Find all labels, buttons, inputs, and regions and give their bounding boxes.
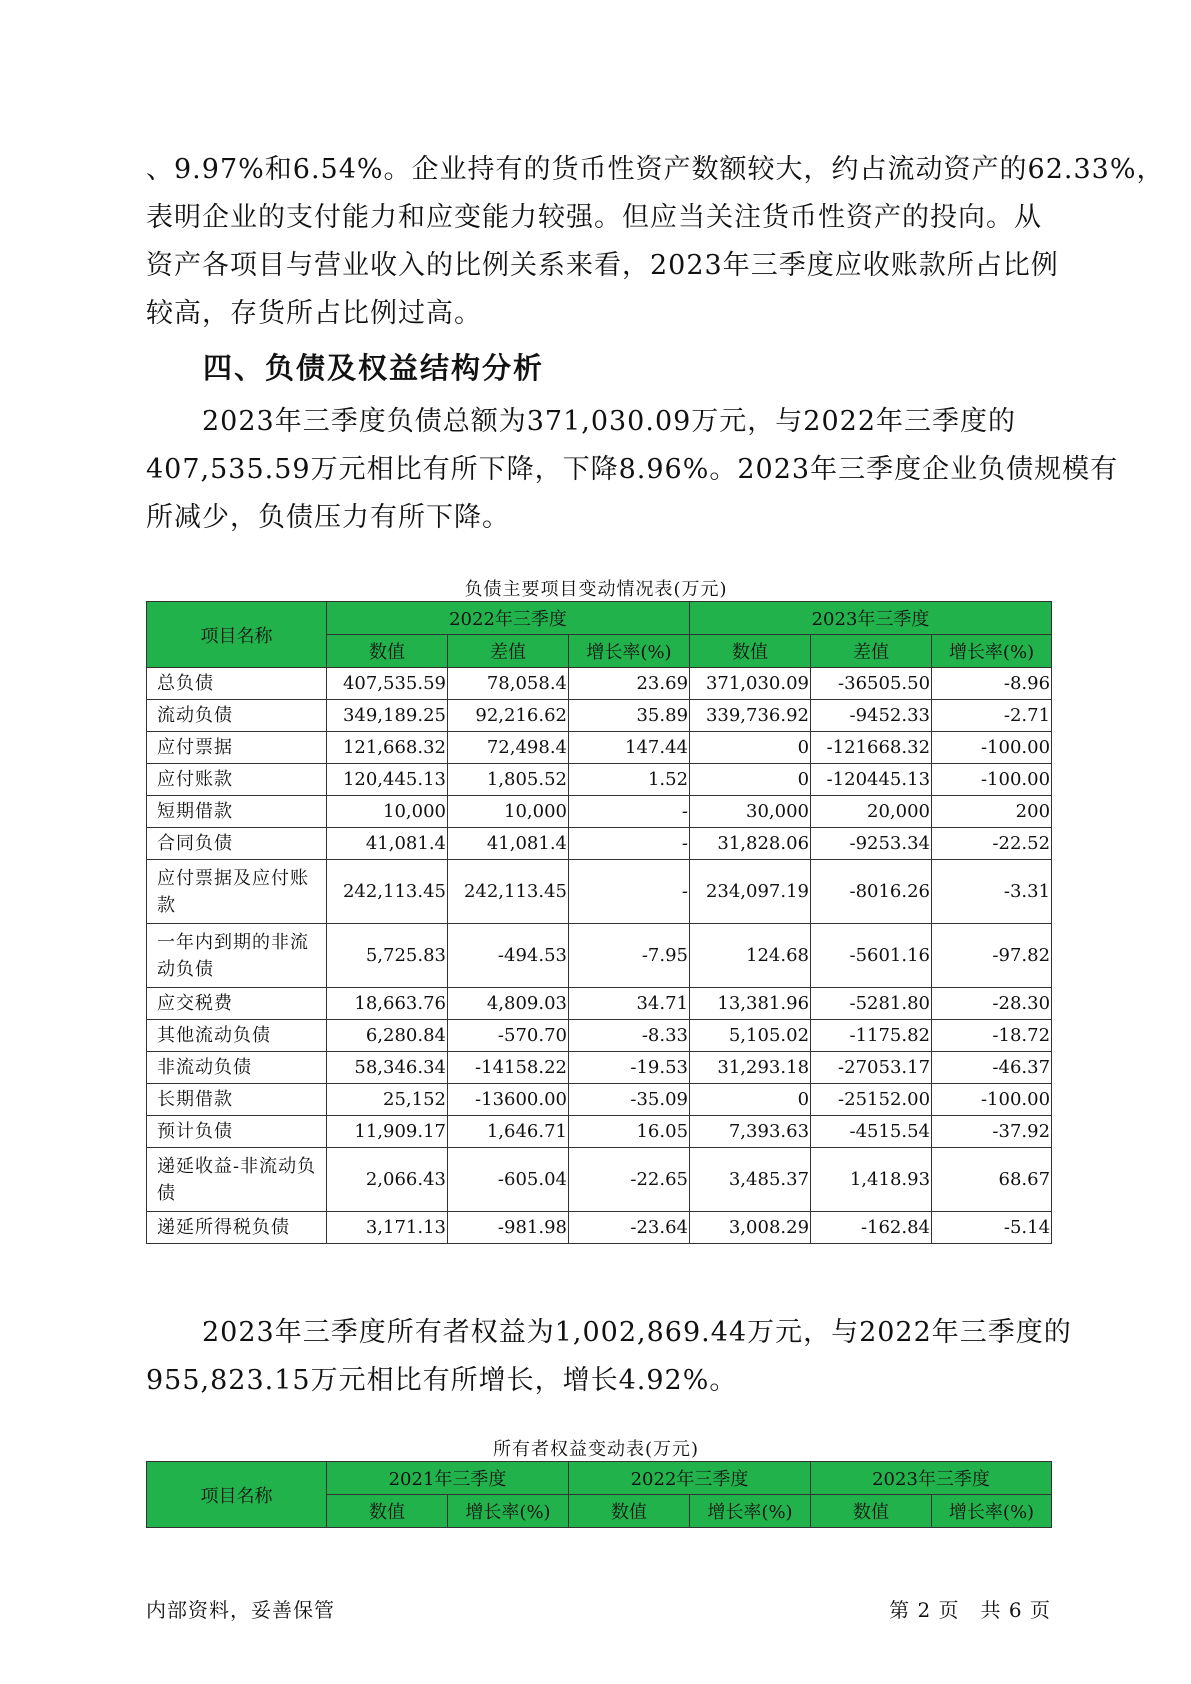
period-header: 2023年三季度 xyxy=(811,1462,1052,1495)
row-label: 递延收益-非流动负债 xyxy=(147,1148,327,1212)
table-row xyxy=(147,860,1052,924)
row-label: 应交税费 xyxy=(147,988,327,1020)
table-cell-v1: 6,280.84 xyxy=(327,1020,448,1052)
table-cell-v2: 3,008.29 xyxy=(690,1212,811,1244)
table-cell-g2: -2.71 xyxy=(932,700,1052,732)
column-header: 差值 xyxy=(811,635,932,668)
table-cell-d2: 1,418.93 xyxy=(811,1148,932,1212)
table-cell-g1: -35.09 xyxy=(569,1084,690,1116)
row-label: 长期借款 xyxy=(147,1084,327,1116)
table-cell-d1: -13600.00 xyxy=(448,1084,569,1116)
liability-table-body xyxy=(147,668,1052,1244)
table-row xyxy=(147,828,1052,860)
table-cell-g1: 1.52 xyxy=(569,764,690,796)
table-cell-d1: 1,805.52 xyxy=(448,764,569,796)
table-cell-v1: 3,171.13 xyxy=(327,1212,448,1244)
row-label: 一年内到期的非流动负债 xyxy=(147,924,327,988)
table-cell-v1: 349,189.25 xyxy=(327,700,448,732)
table-cell-g1: -19.53 xyxy=(569,1052,690,1084)
table-row xyxy=(147,764,1052,796)
liability-table xyxy=(146,601,1052,1244)
table-cell-d2: -5601.16 xyxy=(811,924,932,988)
row-label: 应付票据及应付账款 xyxy=(147,860,327,924)
name-header: 项目名称 xyxy=(147,602,327,668)
table-cell-g2: -100.00 xyxy=(932,732,1052,764)
table-cell-g1: - xyxy=(569,828,690,860)
table-cell-d1: 10,000 xyxy=(448,796,569,828)
table-row xyxy=(147,1148,1052,1212)
table-cell-v1: 2,066.43 xyxy=(327,1148,448,1212)
table-row xyxy=(147,1084,1052,1116)
table-cell-v2: 31,293.18 xyxy=(690,1052,811,1084)
row-label: 其他流动负债 xyxy=(147,1020,327,1052)
row-label: 应付票据 xyxy=(147,732,327,764)
table-cell-v1: 407,535.59 xyxy=(327,668,448,700)
table-cell-g1: - xyxy=(569,796,690,828)
table-cell-g2: -97.82 xyxy=(932,924,1052,988)
column-header: 增长率(%) xyxy=(932,1495,1052,1528)
equity-table xyxy=(146,1461,1052,1528)
table-row xyxy=(147,924,1052,988)
intro-line: 较高，存货所占比例过高。 xyxy=(146,298,482,329)
table-cell-g2: -37.92 xyxy=(932,1116,1052,1148)
table-cell-d1: -570.70 xyxy=(448,1020,569,1052)
period-header: 2022年三季度 xyxy=(327,602,690,635)
table-cell-v2: 31,828.06 xyxy=(690,828,811,860)
table-cell-v1: 242,113.45 xyxy=(327,860,448,924)
table-cell-v2: 234,097.19 xyxy=(690,860,811,924)
intro-line: 资产各项目与营业收入的比例关系来看，2023年三季度应收账款所占比例 xyxy=(146,250,1059,281)
table-cell-g1: -22.65 xyxy=(569,1148,690,1212)
column-header: 数值 xyxy=(690,635,811,668)
table-cell-d1: -605.04 xyxy=(448,1148,569,1212)
table-cell-d1: 4,809.03 xyxy=(448,988,569,1020)
row-label: 总负债 xyxy=(147,668,327,700)
table-cell-v1: 58,346.34 xyxy=(327,1052,448,1084)
table-cell-g2: 68.67 xyxy=(932,1148,1052,1212)
table-cell-d1: 242,113.45 xyxy=(448,860,569,924)
column-header: 数值 xyxy=(569,1495,690,1528)
period-header: 2023年三季度 xyxy=(690,602,1052,635)
table-row xyxy=(147,988,1052,1020)
section-title: 四、负债及权益结构分析 xyxy=(203,351,545,385)
table-cell-g1: 147.44 xyxy=(569,732,690,764)
table-cell-v1: 121,668.32 xyxy=(327,732,448,764)
equity-paragraph xyxy=(146,1309,1072,1405)
liability-paragraph xyxy=(146,398,1119,542)
column-header: 数值 xyxy=(327,635,448,668)
table-cell-g2: -100.00 xyxy=(932,764,1052,796)
table-cell-g2: -28.30 xyxy=(932,988,1052,1020)
table-cell-v2: 339,736.92 xyxy=(690,700,811,732)
row-label: 流动负债 xyxy=(147,700,327,732)
table-cell-g2: -18.72 xyxy=(932,1020,1052,1052)
table-cell-d2: -1175.82 xyxy=(811,1020,932,1052)
table-cell-d2: -121668.32 xyxy=(811,732,932,764)
liability-line: 所减少，负债压力有所下降。 xyxy=(146,502,510,533)
table-cell-g2: -100.00 xyxy=(932,1084,1052,1116)
table-cell-d1: -494.53 xyxy=(448,924,569,988)
column-header: 增长率(%) xyxy=(690,1495,811,1528)
table-cell-g2: -46.37 xyxy=(932,1052,1052,1084)
liability-line: 407,535.59万元相比有所下降，下降8.96%。2023年三季度企业负债规模有 xyxy=(146,454,1119,485)
table-cell-g2: -3.31 xyxy=(932,860,1052,924)
table-cell-g2: 200 xyxy=(932,796,1052,828)
column-header: 数值 xyxy=(811,1495,932,1528)
footer-left: 内部资料，妥善保管 xyxy=(146,1598,335,1622)
period-header: 2022年三季度 xyxy=(569,1462,811,1495)
table-cell-d2: 20,000 xyxy=(811,796,932,828)
row-label: 应付账款 xyxy=(147,764,327,796)
table-cell-g1: 23.69 xyxy=(569,668,690,700)
table-cell-d2: -27053.17 xyxy=(811,1052,932,1084)
table-cell-v1: 11,909.17 xyxy=(327,1116,448,1148)
row-label: 递延所得税负债 xyxy=(147,1212,327,1244)
name-header: 项目名称 xyxy=(147,1462,327,1528)
table-cell-v1: 41,081.4 xyxy=(327,828,448,860)
row-label: 预计负债 xyxy=(147,1116,327,1148)
liability-line: 2023年三季度负债总额为371,030.09万元，与2022年三季度的 xyxy=(146,406,1017,437)
table-cell-d1: 78,058.4 xyxy=(448,668,569,700)
column-header: 增长率(%) xyxy=(569,635,690,668)
intro-line: 、9.97%和6.54%。企业持有的货币性资产数额较大，约占流动资产的62.33%， xyxy=(146,154,1165,185)
table-cell-d2: -9253.34 xyxy=(811,828,932,860)
table-row xyxy=(147,1020,1052,1052)
table-cell-v2: 0 xyxy=(690,764,811,796)
table-row xyxy=(147,732,1052,764)
equity-table-caption: 所有者权益变动表(万元) xyxy=(492,1439,700,1460)
liability-table-caption: 负债主要项目变动情况表(万元) xyxy=(464,579,728,600)
equity-line: 955,823.15万元相比有所增长，增长4.92%。 xyxy=(146,1365,738,1396)
table-cell-g1: -7.95 xyxy=(569,924,690,988)
table-cell-v1: 120,445.13 xyxy=(327,764,448,796)
table-cell-v2: 13,381.96 xyxy=(690,988,811,1020)
table-cell-d2: -4515.54 xyxy=(811,1116,932,1148)
table-cell-v2: 0 xyxy=(690,1084,811,1116)
column-header: 增长率(%) xyxy=(932,635,1052,668)
table-cell-v2: 371,030.09 xyxy=(690,668,811,700)
table-cell-g2: -8.96 xyxy=(932,668,1052,700)
table-cell-v1: 5,725.83 xyxy=(327,924,448,988)
equity-line: 2023年三季度所有者权益为1,002,869.44万元，与2022年三季度的 xyxy=(146,1317,1072,1348)
table-cell-v2: 0 xyxy=(690,732,811,764)
table-cell-g1: 35.89 xyxy=(569,700,690,732)
intro-line: 表明企业的支付能力和应变能力较强。但应当关注货币性资产的投向。从 xyxy=(146,202,1042,233)
table-cell-g2: -5.14 xyxy=(932,1212,1052,1244)
table-cell-v1: 18,663.76 xyxy=(327,988,448,1020)
row-label: 短期借款 xyxy=(147,796,327,828)
table-cell-d2: -8016.26 xyxy=(811,860,932,924)
table-cell-d2: -36505.50 xyxy=(811,668,932,700)
table-cell-d1: -14158.22 xyxy=(448,1052,569,1084)
table-cell-d1: 1,646.71 xyxy=(448,1116,569,1148)
table-cell-d1: 72,498.4 xyxy=(448,732,569,764)
table-cell-d1: -981.98 xyxy=(448,1212,569,1244)
table-cell-v2: 30,000 xyxy=(690,796,811,828)
table-row xyxy=(147,1116,1052,1148)
table-cell-g1: - xyxy=(569,860,690,924)
table-row xyxy=(147,700,1052,732)
row-label: 非流动负债 xyxy=(147,1052,327,1084)
row-label: 合同负债 xyxy=(147,828,327,860)
table-cell-d1: 92,216.62 xyxy=(448,700,569,732)
column-header: 差值 xyxy=(448,635,569,668)
table-cell-g1: 16.05 xyxy=(569,1116,690,1148)
table-cell-d2: -5281.80 xyxy=(811,988,932,1020)
table-row xyxy=(147,1212,1052,1244)
table-cell-g1: 34.71 xyxy=(569,988,690,1020)
intro-paragraph xyxy=(146,146,1165,338)
table-cell-v1: 10,000 xyxy=(327,796,448,828)
table-row xyxy=(147,668,1052,700)
table-cell-d2: -9452.33 xyxy=(811,700,932,732)
table-cell-v2: 124.68 xyxy=(690,924,811,988)
table-cell-d2: -162.84 xyxy=(811,1212,932,1244)
footer-page-number: 第 2 页 共 6 页 xyxy=(889,1598,1051,1622)
table-cell-v1: 25,152 xyxy=(327,1084,448,1116)
table-cell-d2: -25152.00 xyxy=(811,1084,932,1116)
table-row xyxy=(147,796,1052,828)
column-header: 数值 xyxy=(327,1495,448,1528)
table-row xyxy=(147,1052,1052,1084)
column-header: 增长率(%) xyxy=(448,1495,569,1528)
table-cell-g1: -23.64 xyxy=(569,1212,690,1244)
table-cell-g1: -8.33 xyxy=(569,1020,690,1052)
table-cell-d1: 41,081.4 xyxy=(448,828,569,860)
table-cell-v2: 5,105.02 xyxy=(690,1020,811,1052)
period-header: 2021年三季度 xyxy=(327,1462,569,1495)
table-cell-v2: 7,393.63 xyxy=(690,1116,811,1148)
table-cell-v2: 3,485.37 xyxy=(690,1148,811,1212)
table-cell-g2: -22.52 xyxy=(932,828,1052,860)
table-cell-d2: -120445.13 xyxy=(811,764,932,796)
